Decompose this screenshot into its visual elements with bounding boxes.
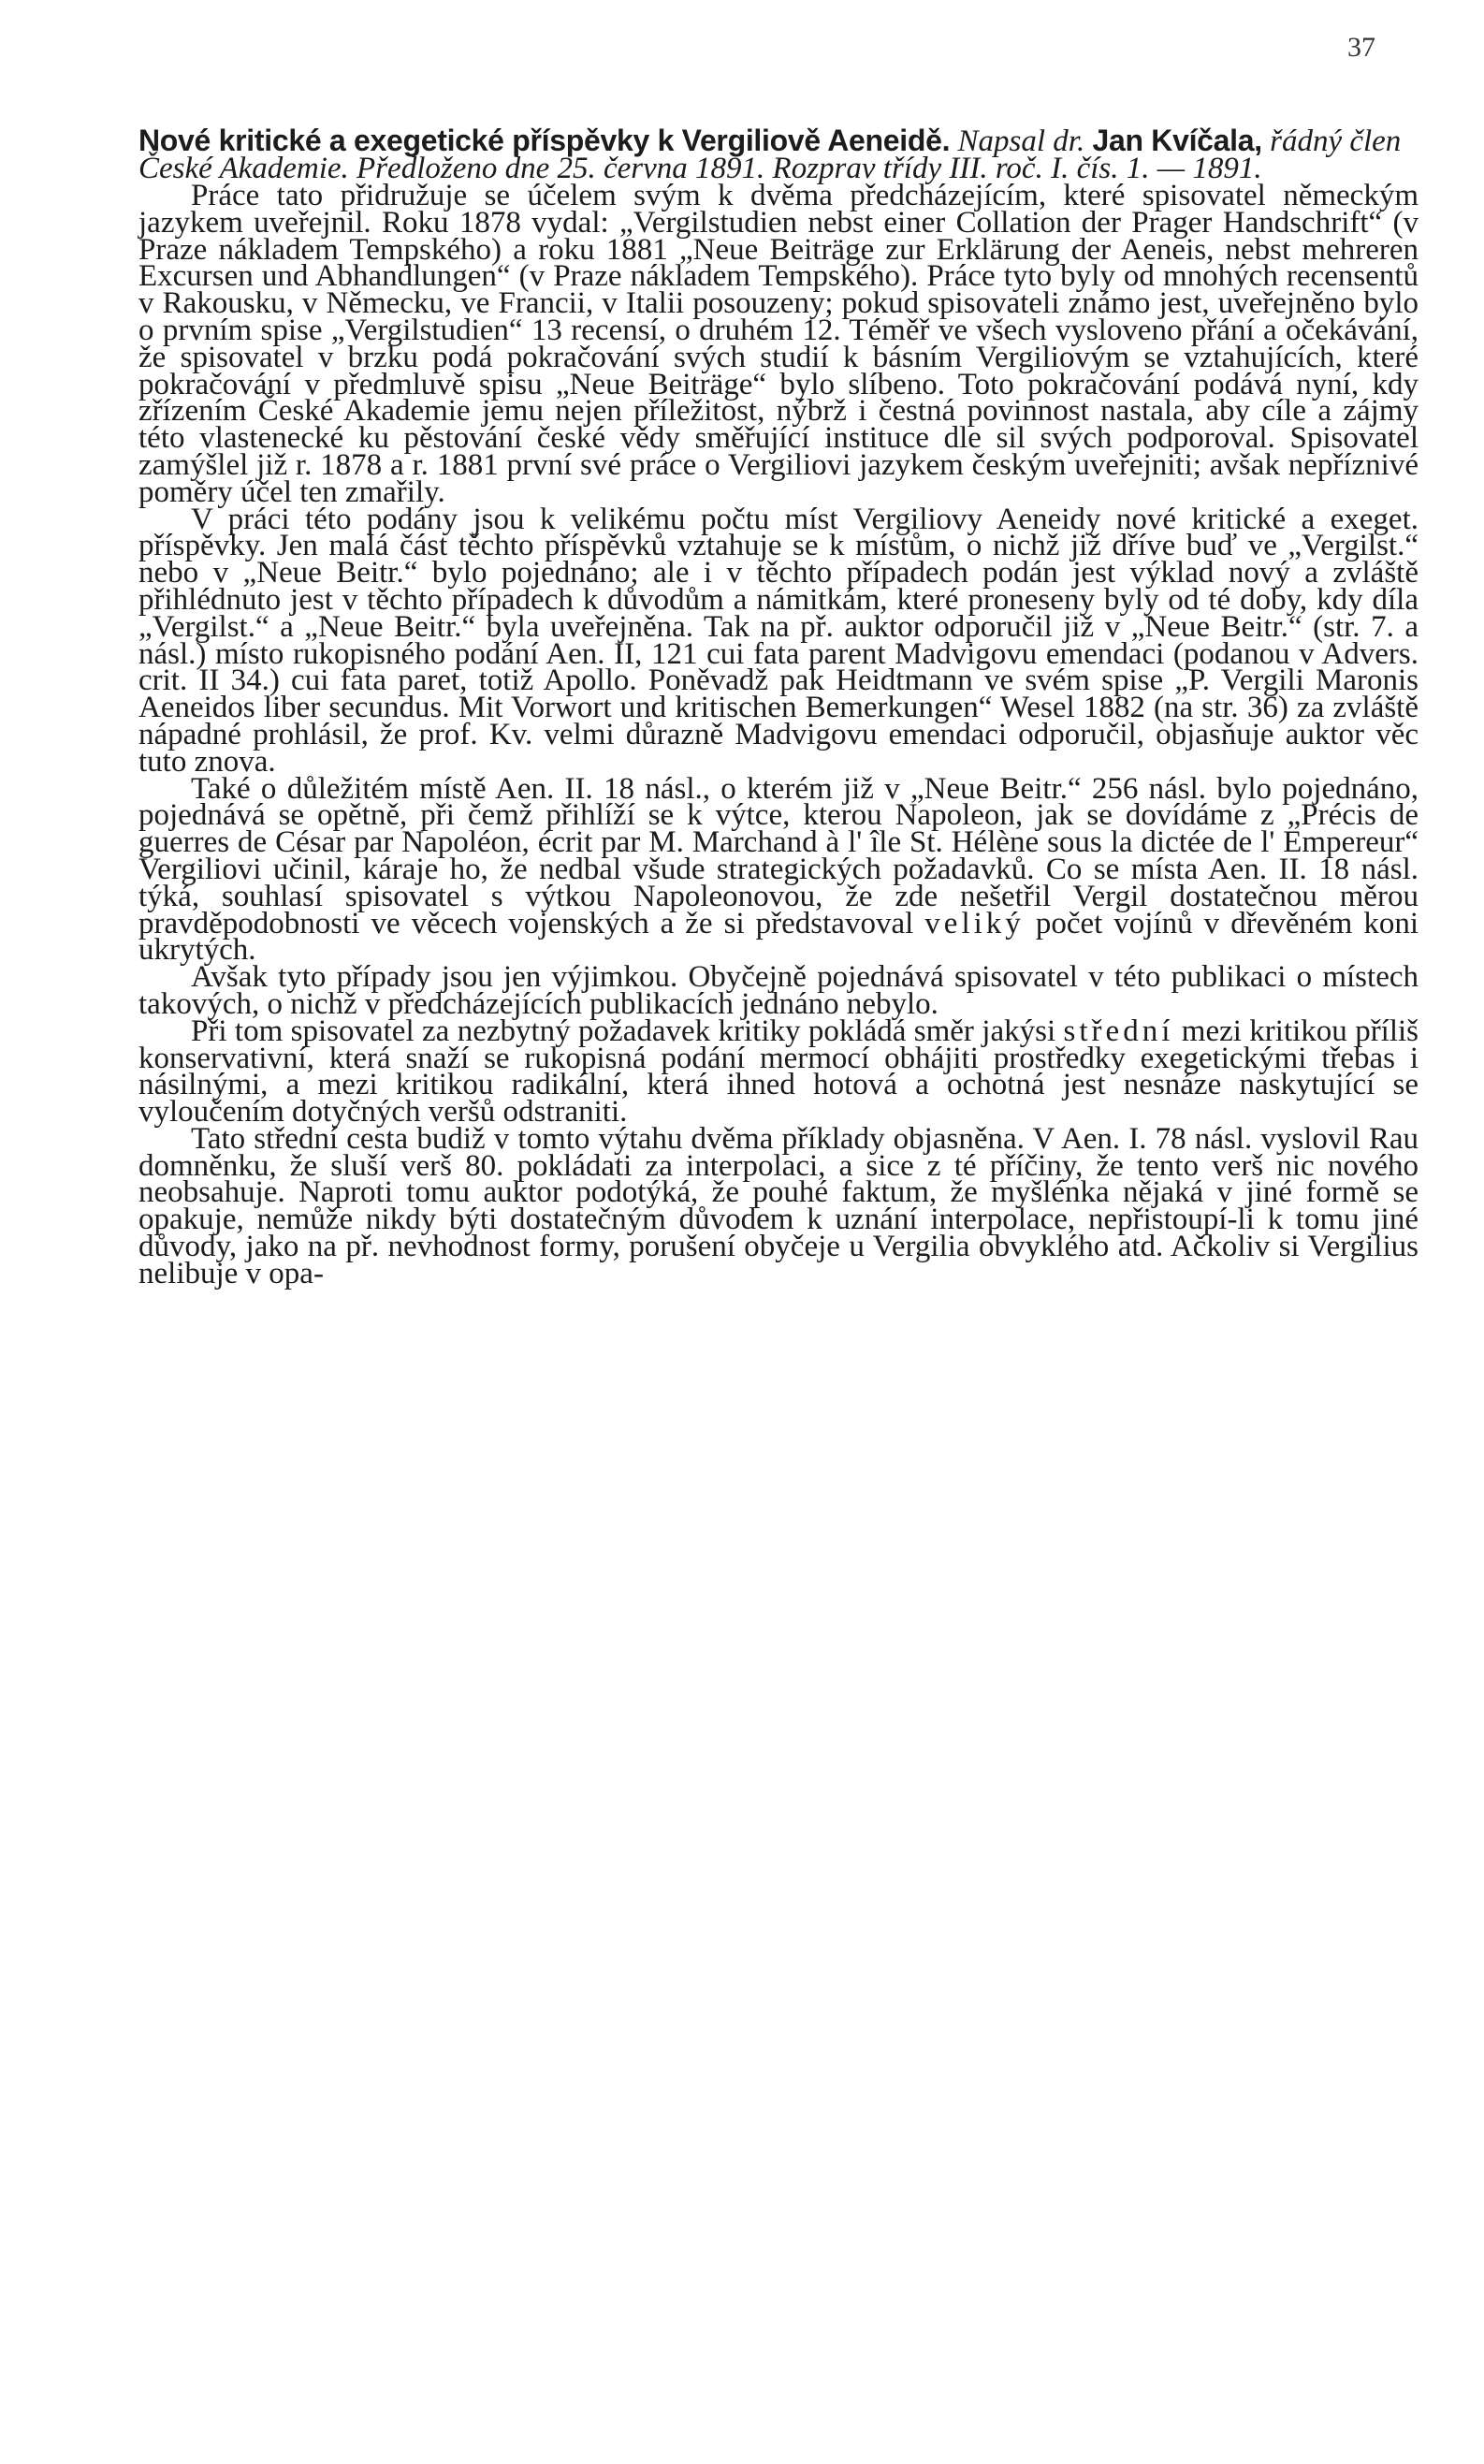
paragraph-4: Avšak tyto případy jsou jen výjimkou. Obyčejně pojednává spisovatel v této publikaci o místech takových, o nichž v předcházejících publikacích jednáno nebylo. <box>138 960 1419 1021</box>
paragraph-3-text-b: počet vojínů v dřevěném koni ukrytých. <box>138 906 1419 968</box>
emphasis-veliky: veliký <box>924 906 1025 940</box>
paragraph-2: V práci této podány jsou k velikému počtu míst Vergiliovy Aeneidy nové kritické a exeget. příspěvky. Jen malá část těchto příspěvků vztahuje se k místům, o nichž již dříve buď ve „Vergilst.“ nebo v „Neue Beitr.“ bylo pojednáno; ale i v těchto případech podán jest výklad nový a zvláště přihlédnuto jest v těchto případech k důvodům a námitkám, které proneseny byly od té doby, kdy díla „Vergilst.“ a „Neue Beitr.“ byla uveřejněna. Tak na př. auktor odporučil již v „Neue Beitr.“ (str. 7. a násl.) místo rukopisného podání Aen. II, 121 cui fata parent Madvigovu emendaci (podanou v Advers. crit. II 34.) cui fata paret, totiž Apollo. Poněvadž pak Heidtmann ve svém spise „P. Vergili Maronis Aeneidos liber secundus. Mit Vorwort und kritischen Bemerkungen“ Wesel 1882 (na str. 36) za zvláště nápadné prohlásil, že prof. Kv. velmi důrazně Madvigovu emendaci odporučil, objasňuje auktor věc tuto znova. <box>138 502 1419 779</box>
paragraph-3 <box>138 771 1419 968</box>
article-title: Nové kritické a exegetické příspěvky k Vergiliově Aeneidě. <box>138 124 951 157</box>
article-heading <box>138 124 1419 185</box>
page-number: 37 <box>1347 32 1375 63</box>
paragraph-1: Práce tato přidružuje se účelem svým k dvěma předcházejícím, které spisovatel německým jazykem uveřejnil. Roku 1878 vydal: „Vergilstudien nebst einer Collation der Prager Handschrift“ (v Praze nákladem Tempského) a roku 1881 „Neue Beiträge zur Erklärung der Aeneis, nebst mehreren Excursen und Abhandlungen“ (v Praze nákladem Tempského). Práce tyto byly od mnohých recensentů v Rakousku, v Německu, ve Francii, v Italii posouzeny; pokud spisovateli známo jest, uveřejněno bylo o prvním spise „Vergilstudien“ 13 recensí, o druhém 12. Téměř ve všech vysloveno přání a očekávání, že spisovatel v brzku podá pokračování svých studií k básním Vergiliovým se vztahujících, které pokračování v předmluvě spisu „Neue Beiträge“ bylo slíbeno. Toto pokračování podává nyní, kdy zřízením České Akademie jemu nejen příležitost, nýbrž i čestná povinnost nastala, aby cíle a zájmy této vlastenecké ku pěstování české vědy směřující instituce dle sil svých podporoval. Spisovatel zamýšlel již r. 1878 a r. 1881 první své práce o Vergiliovi jazykem českým uveřejniti; avšak nepříznivé poměry účel ten zmařily. <box>138 179 1419 509</box>
author-name: Jan Kvíčala, <box>1092 124 1262 157</box>
paragraph-3-text-a: Také o důležitém místě Aen. II. 18 násl., o kterém již v „Neue Beitr.“ 256 násl. bylo pojednáno, pojednává se opětně, při čemž přihlíží se k výtce, kterou Napoleon, jak se dovídáme z „Précis de guerres de César par Napoléon, écrit par M. Marchand à l' île St. Hélène sous la dictée de l' Empereur“ Vergiliovi učinil, káraje ho, že nedbal všude strategických požadavků. Co se místa Aen. II. 18 násl. týká, souhlasí spisovatel s výtkou Napoleonovou, že zde nešetřil Vergil dostatečnou měrou pravděpodobnosti ve věcech vojenských a že si představoval <box>138 771 1419 940</box>
author-role: řádný člen České Akademie. Předloženo dne 25. června 1891. Rozprav třídy III. roč. I. čís. 1. — 1891. <box>138 124 1402 185</box>
paragraph-6: Tato střední cesta budiž v tomto výtahu dvěma příklady objasněna. V Aen. I. 78 násl. vyslovil Rau domněnku, že sluší verš 80. pokládati za interpolaci, a sice z té příčiny, že tento verš nic nového neobsahuje. Naproti tomu auktor podotýká, že pouhé faktum, že myšlénka nějaká v jiné formě se opakuje, nemůže nikdy býti dostatečným důvodem k uznání interpolace, nepřistoupí-li k tomu jiné důvody, jako na př. nevhodnost formy, porušení obyčeje u Vergilia obvyklého atd. Ačkoliv si Vergilius nelibuje v opa- <box>138 1121 1419 1290</box>
author-prefix: Napsal dr. <box>957 124 1085 158</box>
paragraph-5-text-b: mezi kritikou příliš konservativní, která snaží se rukopisná podání mermocí obhájiti prostředky exegetickými třebas i násilnými, a mezi kritikou radikální, která ihned hotová a ochotná jest nesnáze naskytující se vyloučením dotyčných veršů odstraniti. <box>138 1013 1419 1130</box>
paragraph-5-text-a: Při tom spisovatel za nezbytný požadavek kritiky pokládá směr jakýsi <box>191 1013 1056 1048</box>
paragraph-5 <box>138 1013 1419 1130</box>
article-body <box>138 124 1419 1290</box>
emphasis-stredni: střední <box>1063 1013 1174 1048</box>
